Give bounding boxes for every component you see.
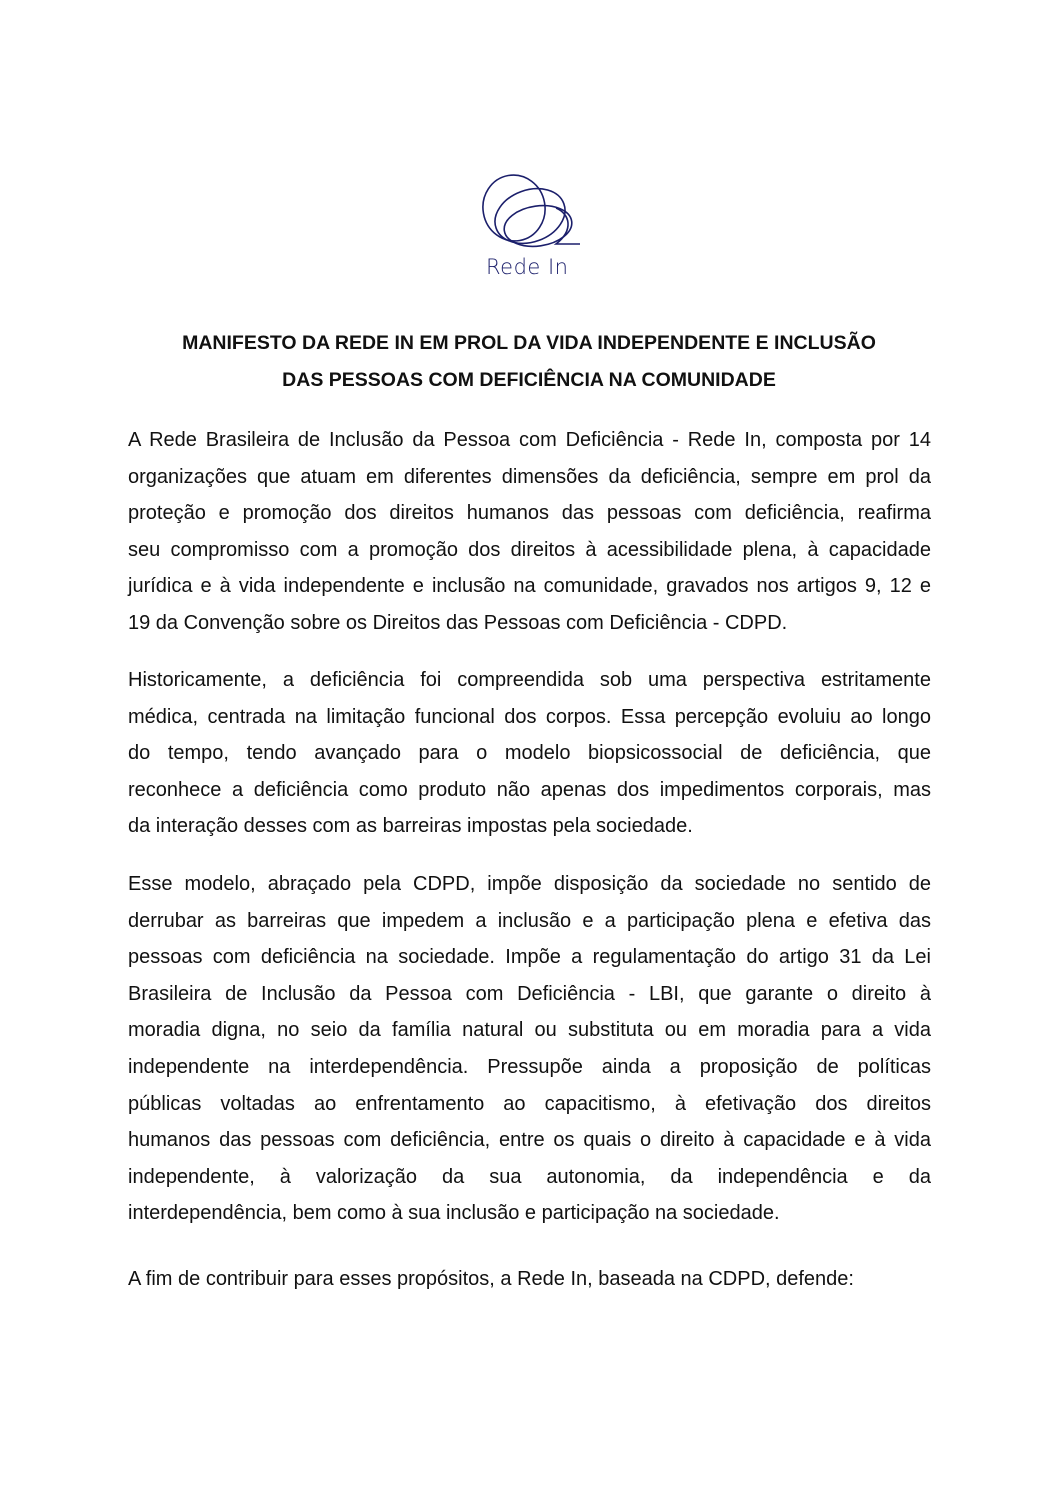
rede-in-loops-icon <box>478 168 590 258</box>
paragraph-4 <box>128 1261 931 1298</box>
document-title-line-1: MANIFESTO DA REDE IN EM PROL DA VIDA INDEPENDENTE E INCLUSÃO <box>182 332 876 354</box>
text-line: humanos das pessoas com deficiência, entre os quais o direito à capacidade e à vida <box>128 1129 931 1152</box>
text-line: independente na interdependência. Pressupõe ainda a proposição de políticas <box>128 1055 931 1078</box>
text-line: 19 da Convenção sobre os Direitos das Pessoas com Deficiência - CDPD. <box>128 611 788 634</box>
text-line: públicas voltadas ao enfrentamento ao capacitismo, à efetivação dos direitos <box>128 1092 931 1115</box>
text-line: interdependência, bem como à sua inclusão e participação na sociedade. <box>128 1202 780 1225</box>
logo-text: Rede In <box>486 255 569 279</box>
text-line: médica, centrada na limitação funcional dos corpos. Essa percepção evoluiu ao longo <box>128 705 931 728</box>
text-line: proteção e promoção dos direitos humanos das pessoas com deficiência, reafirma <box>128 502 931 525</box>
text-line: jurídica e à vida independente e inclusão na comunidade, gravados nos artigos 9, 12 e <box>128 575 931 598</box>
text-line: A Rede Brasileira de Inclusão da Pessoa com Deficiência - Rede In, composta por 14 <box>128 429 931 451</box>
paragraph-2 <box>128 662 931 845</box>
text-line: moradia digna, no seio da família natural ou substituta ou em moradia para a vida <box>128 1019 931 1042</box>
document-title-line-2: DAS PESSOAS COM DEFICIÊNCIA NA COMUNIDADE <box>282 369 776 391</box>
text-line: do tempo, tendo avançado para o modelo biopsicossocial de deficiência, que <box>128 742 931 765</box>
text-line: reconhece a deficiência como produto não apenas dos impedimentos corporais, mas <box>128 778 931 801</box>
text-line: independente, à valorização da sua autonomia, da independência e da <box>128 1165 931 1188</box>
paragraph-1 <box>128 422 931 642</box>
text-line: A fim de contribuir para esses propósitos, a Rede In, baseada na CDPD, defende: <box>128 1268 854 1290</box>
text-line: pessoas com deficiência na sociedade. Impõe a regulamentação do artigo 31 da Lei <box>128 946 931 969</box>
text-line: Esse modelo, abraçado pela CDPD, impõe disposição da sociedade no sentido de <box>128 873 931 895</box>
text-line: Historicamente, a deficiência foi compreendida sob uma perspectiva estritamente <box>128 669 931 691</box>
rede-in-logo <box>478 168 590 280</box>
text-line: organizações que atuam em diferentes dimensões da deficiência, sempre em prol da <box>128 465 931 488</box>
paragraph-3 <box>128 866 931 1232</box>
text-line: Brasileira de Inclusão da Pessoa com Deficiência - LBI, que garante o direito à <box>128 982 931 1005</box>
text-line: da interação desses com as barreiras impostas pela sociedade. <box>128 815 693 838</box>
text-line: seu compromisso com a promoção dos direitos à acessibilidade plena, à capacidade <box>128 538 931 561</box>
text-line: derrubar as barreiras que impedem a inclusão e a participação plena e efetiva das <box>128 909 931 932</box>
